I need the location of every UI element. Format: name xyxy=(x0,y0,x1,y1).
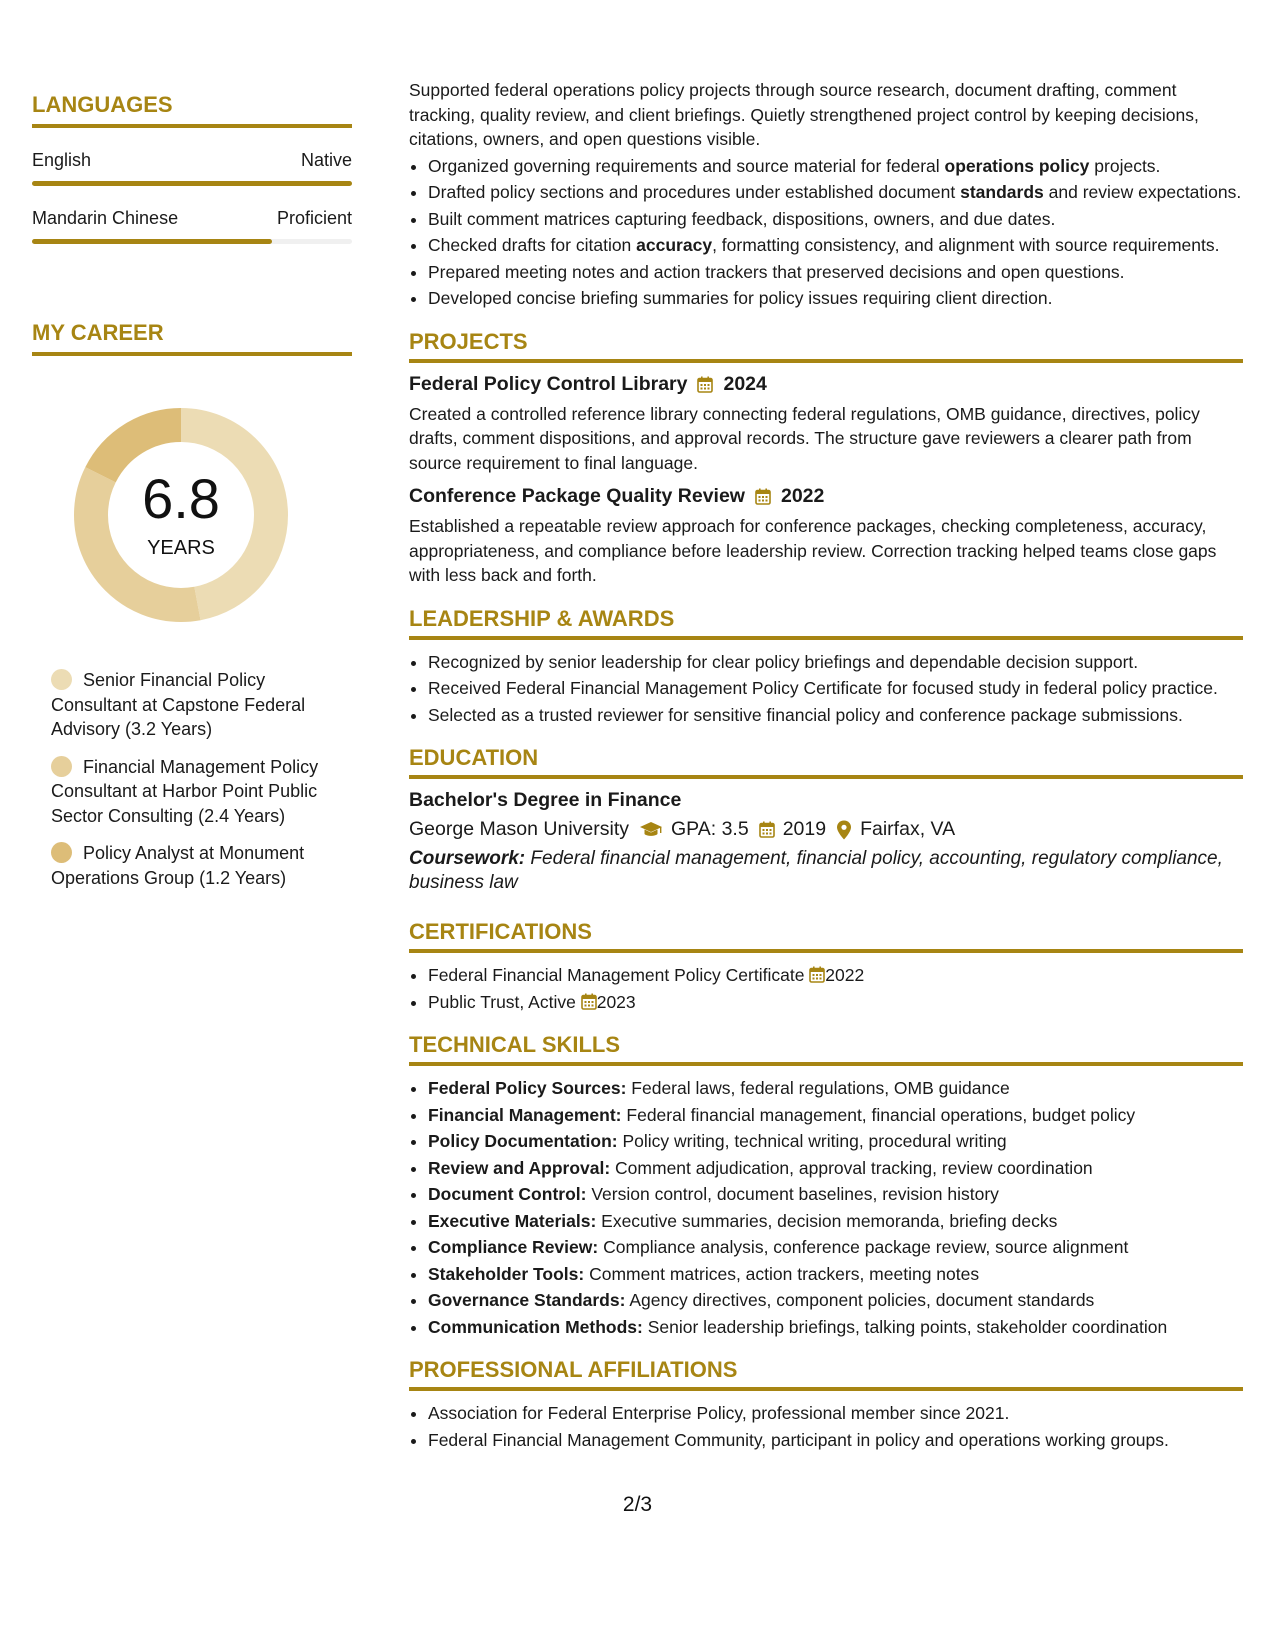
sidebar xyxy=(32,92,352,903)
career-total-unit: YEARS xyxy=(147,536,215,559)
leadership-item: • Received Federal Financial Management Policy Certificate for focused study in federal policy practice. xyxy=(428,676,1243,701)
career-legend-text: Policy Analyst at Monument Operations Group (1.2 Years) xyxy=(51,843,305,888)
education-year: 2019 xyxy=(782,818,827,840)
skill-value: Senior leadership briefings, talking points, stakeholder coordination xyxy=(647,1316,1168,1337)
experience-summary: Supported federal operations policy projects through source research, document drafting, comment tracking, quality review, and client briefings. Quietly strengthened project control by keeping decisions, citations, owners, and open questions visible. xyxy=(409,80,1199,149)
bullet-keyword: accuracy xyxy=(636,235,713,255)
calendar-icon xyxy=(755,488,771,505)
bullet-text: Built comment matrices capturing feedback, dispositions, owners, and due dates. xyxy=(428,208,1056,229)
certification-name: Public Trust, Active xyxy=(428,991,576,1012)
project-description: Created a controlled reference library connecting federal regulations, OMB guidance, directives, policy drafts, comment dispositions, and approval records. The structure gave reviewers a clearer path from source requirement to final language. xyxy=(409,403,1200,473)
language-level-bar xyxy=(32,239,352,244)
bullet-text: Developed concise briefing summaries for policy issues requiring client direction. xyxy=(428,288,1053,308)
calendar-icon xyxy=(809,966,825,983)
bullet-text: Checked drafts for citation xyxy=(428,235,637,255)
skill-label: Federal Policy Sources: xyxy=(428,1078,627,1098)
project-item xyxy=(409,373,1243,476)
bullet-keyword: operations policy xyxy=(944,155,1090,176)
skill-value: Compliance analysis, conference package review, source alignment xyxy=(603,1237,1129,1257)
certifications-list xyxy=(409,963,1243,1014)
certification-item xyxy=(428,990,1243,1015)
skill-item xyxy=(428,1262,1243,1287)
education-location: Fairfax, VA xyxy=(860,818,956,840)
skill-item xyxy=(428,1182,1243,1207)
language-level-fill xyxy=(32,239,272,244)
skill-label: Governance Standards: xyxy=(428,1290,626,1310)
education-school: George Mason University xyxy=(409,818,630,840)
career-legend-item xyxy=(51,841,352,890)
leadership-list xyxy=(409,650,1243,728)
leadership-heading: LEADERSHIP & AWARDS xyxy=(409,606,1243,640)
skill-label: Financial Management: xyxy=(428,1104,622,1125)
legend-dot xyxy=(51,669,72,690)
skill-value: Federal laws, federal regulations, OMB guidance xyxy=(631,1078,1010,1098)
skill-value: Agency directives, component policies, document standards xyxy=(629,1290,1095,1310)
career-legend-item xyxy=(51,668,352,742)
education-coursework xyxy=(409,847,1243,895)
affiliation-item: • Association for Federal Enterprise Policy, professional member since 2021. xyxy=(428,1401,1243,1426)
certification-year: 2023 xyxy=(596,991,636,1012)
project-year: 2024 xyxy=(723,372,767,395)
experience-bullet xyxy=(428,260,1243,285)
language-level: Proficient xyxy=(276,208,352,228)
language-name: Mandarin Chinese xyxy=(32,208,179,228)
bullet-text: , formatting consistency, and alignment with source requirements. xyxy=(712,235,1220,255)
bullet-keyword: standards xyxy=(960,182,1044,202)
legend-dot xyxy=(51,756,72,777)
skill-item xyxy=(428,1209,1243,1234)
affiliations-heading: PROFESSIONAL AFFILIATIONS xyxy=(409,1357,1243,1391)
bullet-text: and review expectations. xyxy=(1043,182,1242,202)
career-legend-item xyxy=(51,755,352,829)
language-level-bar xyxy=(32,181,352,186)
project-item xyxy=(409,485,1243,588)
certifications-heading: CERTIFICATIONS xyxy=(409,919,1243,953)
skill-value: Version control, document baselines, revision history xyxy=(591,1184,999,1204)
languages-heading: LANGUAGES xyxy=(32,92,352,128)
project-description: Established a repeatable review approach for conference packages, checking completeness, accuracy, appropriateness, and compliance before leadership review. Correction tracking helped teams close gaps with less back and forth. xyxy=(409,516,1217,585)
leadership-item: • Selected as a trusted reviewer for sensitive financial policy and conference package submissions. xyxy=(428,703,1243,728)
experience-bullet xyxy=(428,207,1243,232)
calendar-icon xyxy=(581,993,597,1010)
language-level-fill xyxy=(32,181,352,186)
career-total-value: 6.8 xyxy=(142,466,220,530)
career-legend xyxy=(32,668,352,890)
skill-item xyxy=(428,1288,1243,1313)
certification-item xyxy=(428,963,1243,988)
coursework-label: Coursework: xyxy=(409,848,526,869)
skill-item xyxy=(428,1076,1243,1101)
calendar-icon xyxy=(759,821,775,838)
projects-heading: PROJECTS xyxy=(409,329,1243,363)
affiliation-item: • Federal Financial Management Community, participant in policy and operations working groups. xyxy=(428,1428,1243,1453)
location-pin-icon xyxy=(836,820,852,840)
certification-name: Federal Financial Management Policy Certificate xyxy=(428,965,805,985)
skills-heading: TECHNICAL SKILLS xyxy=(409,1032,1243,1066)
experience-bullet xyxy=(428,180,1243,205)
bullet-text: Drafted policy sections and procedures under established document xyxy=(428,182,961,202)
skill-label: Communication Methods: xyxy=(428,1316,643,1337)
education-gpa: GPA: 3.5 xyxy=(671,818,749,840)
bullet-text: projects. xyxy=(1089,155,1161,176)
career-legend-text: Senior Financial Policy Consultant at Capstone Federal Advisory (3.2 Years) xyxy=(51,670,306,739)
project-title: Conference Package Quality Review xyxy=(409,485,745,507)
skill-label: Document Control: xyxy=(428,1184,587,1204)
graduation-cap-icon xyxy=(639,821,663,839)
skill-value: Comment adjudication, approval tracking, review coordination xyxy=(615,1157,1093,1178)
bullet-text: Prepared meeting notes and action trackers that preserved decisions and open questions. xyxy=(428,261,1125,282)
skills-list xyxy=(409,1076,1243,1339)
education-degree: Bachelor's Degree in Finance xyxy=(409,789,682,811)
skill-label: Stakeholder Tools: xyxy=(428,1263,585,1284)
skill-label: Review and Approval: xyxy=(428,1157,611,1178)
skill-item xyxy=(428,1156,1243,1181)
legend-dot xyxy=(51,842,72,863)
skill-item xyxy=(428,1129,1243,1154)
leadership-item: • Recognized by senior leadership for clear policy briefings and dependable decision support. xyxy=(428,650,1243,675)
experience-bullet xyxy=(428,233,1243,258)
page-number: 2/3 xyxy=(622,1493,653,1516)
main-content xyxy=(409,78,1243,1454)
skill-value: Federal financial management, financial operations, budget policy xyxy=(626,1104,1136,1125)
language-item xyxy=(32,150,352,186)
career-heading: MY CAREER xyxy=(32,320,352,356)
education-heading: EDUCATION xyxy=(409,745,1243,779)
skill-item xyxy=(428,1235,1243,1260)
skill-item xyxy=(428,1315,1243,1340)
career-legend-text: Financial Management Policy Consultant at Harbor Point Public Sector Consulting (2.4 Years) xyxy=(51,756,319,826)
experience-bullet xyxy=(428,286,1243,311)
skill-label: Compliance Review: xyxy=(428,1237,599,1257)
project-year: 2022 xyxy=(780,485,825,507)
experience-bullets xyxy=(409,154,1243,311)
language-level: Native xyxy=(300,150,352,170)
career-donut-chart xyxy=(66,400,296,630)
language-item xyxy=(32,208,352,244)
skill-value: Executive summaries, decision memoranda, briefing decks xyxy=(601,1210,1058,1231)
skill-label: Policy Documentation: xyxy=(428,1131,618,1151)
affiliations-list xyxy=(409,1401,1243,1452)
experience-bullet xyxy=(428,154,1243,179)
skill-value: Comment matrices, action trackers, meeting notes xyxy=(589,1263,980,1284)
education-item xyxy=(409,789,1243,895)
skill-label: Executive Materials: xyxy=(428,1210,597,1231)
skill-item xyxy=(428,1103,1243,1128)
career-donut-center xyxy=(66,400,296,630)
language-name: English xyxy=(32,150,92,170)
coursework-text: Federal financial management, financial policy, accounting, regulatory compliance, business law xyxy=(409,848,1223,893)
project-title: Federal Policy Control Library xyxy=(409,372,688,395)
bullet-text: Organized governing requirements and source material for federal xyxy=(428,155,945,176)
certification-year: 2022 xyxy=(825,965,865,985)
skill-value: Policy writing, technical writing, procedural writing xyxy=(622,1131,1007,1151)
calendar-icon xyxy=(697,376,713,393)
